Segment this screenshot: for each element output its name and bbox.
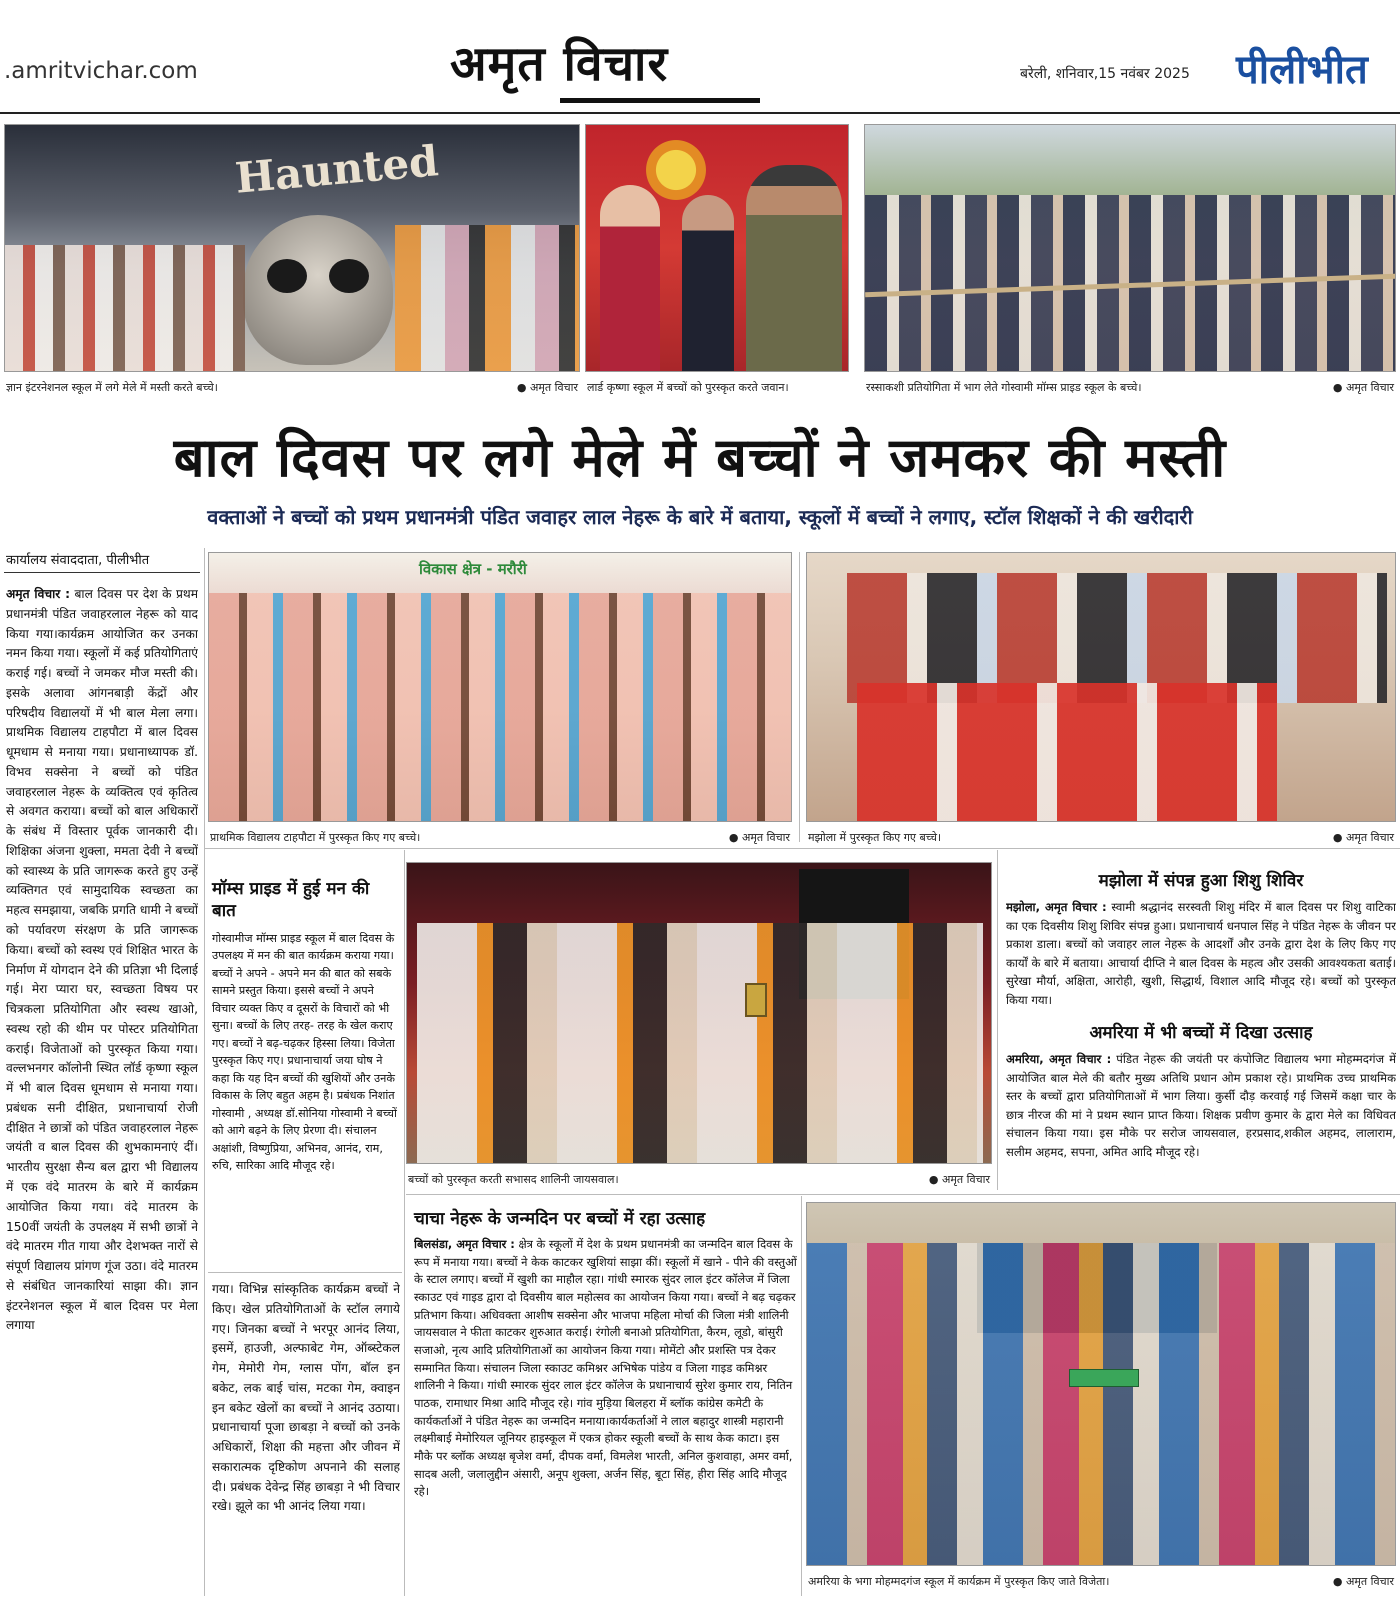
photo-amariya-winners (806, 1202, 1396, 1566)
student-figure (682, 195, 734, 372)
prize-packet (1069, 1369, 1139, 1387)
main-story-text: बाल दिवस पर देश के प्रथम प्रधानमंत्री पंडित जवाहरलाल नेहरू को याद किया गया।कार्यक्रम आयोजित कर उनका नमन किया गया। स्कूलों में कई प्रतियोगिताएं कराई गई। बच्चों ने जमकर मौज मस्ती की। इसके अलावा आंगनबाड़ी केंद्रों और परिषदीय विद्यालयों में भी बाल मेला लगा। प्राथमिक विद्यालय टाहपौटा में बाल दिवस धूमधाम से मनाया गया। प्रधानाध्यापक डॉ. विभव सक्सेना ने बच्चों को पंडित जवाहरलाल नेहरू के व्यक्तित्व एवं कृतित्व से अवगत कराया। बच्चों को बाल अधिकारों के संबंध में विस्तार पूर्वक जानकारी दी। शिक्षिका अंजना शुक्ला, ममता देवी ने बच्चों को स्वास्थ्य के प्रति जागरूक करते हुए उन्हें व्यक्तिगत एवं सामुदायिक स्वच्छता का महत्व समझाया, जबकि प्रगति धामी ने बच्चों को पर्यावरण संरक्षण के प्रति जागरूक किया। बच्चों को स्वस्थ एवं शिक्षित भारत के निर्माण में योगदान देने की प्रतिज्ञा भी दिलाई गई। मेरा प्यारा घर, स्वच्छता विषय पर चित्रकला प्रतियोगिता और स्वस्थ खाओ, स्वस्थ रहो की थीम पर पोस्टर प्रतियोगिता कराई। विजेताओं को पुरस्कृत किया गया। वल्लभनगर कॉलोनी स्थित लॉर्ड कृष्णा स्कूल में भी बाल दिवस धूमधाम से मनाया गया। प्रबंधक सनी दीक्षित, प्रधानाचार्या रोजी दीक्षित ने छात्रों को पंडित जवाहरलाल नेहरू जयंती व बाल दिवस की शुभकामनाएं दीं। भारतीय सुरक्षा सैन्य बल द्वारा भी विद्यालय में एक वंदे मातरम के बारे में कार्यक्रम आयोजित किया गया। वंदे मातरम के 150वीं जयंती के उपलक्ष्य में सभी छात्रों ने वंदे मातरम गीत गाया और देशभक्त नारों से संपूर्ण विद्यालय प्रांगण गूंज उठा। वंदे मातरम से संबंधित जानकारियां साझा की। ज्ञान इंटरनेशनल स्कूल में बाल दिवस पर मेला लगाया (6, 587, 198, 1333)
website-url[interactable]: .amritvichar.com (4, 58, 198, 84)
trophy (745, 983, 767, 1017)
caption-tug-of-war: रस्साकशी प्रतियोगिता में भाग लेते गोस्वामी मॉम्स प्राइड स्कूल के बच्चे। (866, 381, 1142, 394)
caption-award-jawans: लार्ड कृष्णा स्कूल में बच्चों को पुरस्कृत करते जवान। (587, 381, 789, 394)
children-crowd (5, 245, 245, 372)
photo-majhola-children (806, 552, 1396, 822)
credit-shalini: ● अमृत विचार (928, 1173, 990, 1186)
caption-haunted-fair: ज्ञान इंटरनेशनल स्कूल में लगे मेले में मस्ती करते बच्चे। (6, 381, 218, 394)
caption-majhola: मझोला में पुरस्कृत किए गए बच्चे। (808, 831, 942, 844)
soldier-figure (746, 165, 842, 372)
caption-shalini: बच्चों को पुरस्कृत करती सभासद शालिनी जायसवाल। (408, 1173, 619, 1186)
photo-award-jawans (585, 124, 849, 372)
newspaper-logo: अमृत विचार (450, 36, 669, 92)
moms-pride-rule (208, 1272, 402, 1273)
photo-haunted-fair (4, 124, 580, 372)
center-rule (406, 1194, 1400, 1195)
main-story-column-1 (6, 585, 198, 1595)
credit-tug-of-war: ● अमृत विचार (1332, 381, 1394, 394)
mid-rule (205, 848, 1400, 849)
skull-prop (243, 215, 393, 365)
haunted-banner-text: Haunted (233, 136, 441, 203)
main-story-column-2: गया। विभिन्न सांस्कृतिक कार्यक्रम बच्चों ने किए। खेल प्रतियोगिताओं के स्टॉल लगाये गए। जिनका बच्चों ने भरपूर आनंद लिया, इसमें, हाउजी, अल्फाबेट गेम, ऑब्स्टेकल गेम, मेमोरी गेम, ग्लास पोंग, बॉल इन बकेट, लक बाई चांस, मटका गेम, क्वाइन इन बकेट खेलों का बच्चों ने आनंद उठाया। प्रधानाचार्या पूजा छाबड़ा ने बच्चों को उनके अधिकारों, शिक्षा की महत्ता और जीवन में सकारात्मक दृष्टिकोण अपनाने की सलाह दी। प्रबंधक देवेन्द्र सिंह छाबड़ा ने भी विचार रखे। झूले का भी आनंद लिया गया। (212, 1282, 400, 1514)
column-divider-2 (799, 552, 800, 842)
chacha-nehru-title: चाचा नेहरू के जन्मदिन पर बच्चों में रहा उत्साह (414, 1209, 706, 1229)
byline-rule (4, 572, 200, 573)
column-divider-1 (204, 548, 205, 1596)
majhola-body: स्वामी श्रद्धानंद सरस्वती शिशु मंदिर में बाल दिवस पर शिशु वाटिका का एक दिवसीय शिशु शिविर संपन्न हुआ। प्रधानाचार्य धनपाल सिंह ने पंडित नेहरू के जीवन पर प्रकाश डाला। बच्चों को जवाहर लाल नेहरू के आदर्शों और उनके द्वारा देश के लिए किए गए कार्यों के बारे में बताया। आचार्या दीप्ति ने बाल दिवस के महत्व और उसकी आवश्यकता बताई। सुरेखा मौर्या, अक्षिता, आरोही, खुशी, सिद्धार्थ, विशाल आदि मौजूद रहे। बच्चों को पुरस्कृत किया गया। (1006, 900, 1396, 1007)
main-headline: बाल दिवस पर लगे मेले में बच्चों ने जमकर की मस्ती (173, 426, 1227, 489)
byline: कार्यालय संवाददाता, पीलीभीत (6, 553, 150, 568)
amariya-title: अमरिया में भी बच्चों में दिखा उत्साह (1089, 1023, 1313, 1043)
moms-pride-title: मॉम्स प्राइड में हुई मन की बात (212, 879, 370, 922)
sub-headline: वक्ताओं ने बच्चों को प्रथम प्रधानमंत्री पंडित जवाहर लाल नेहरू के बारे में बताया, स्कूलों में बच्चों ने लगाए, स्टॉल शिक्षकों ने की खरीदारी (207, 505, 1193, 529)
credit-tahpauta: ● अमृत विचार (728, 831, 790, 844)
moms-pride-text: गोस्वामीज मॉम्स प्राइड स्कूल में बाल दिवस के उपलक्ष्य में मन की बात कार्यक्रम कराया गया। बच्चों ने अपने - अपने मन की बात को सबके सामने प्रस्तुत किया। इससे बच्चों ने अपने विचार व्यक्त किए व दूसरों के विचारों को भी सुना। बच्चों के लिए तरह- तरह के खेल कराए गए। बच्चों ने बढ़-चढ़कर हिस्सा लिया। विजेता पुरस्कृत किए गए। प्रधानाचार्या जया घोष ने कहा कि यह दिन बच्चों की खुशियों और उनके विकास के लिए बहुत अहम है। प्रबंधक निशांत गोस्वामी , अध्यक्ष डॉ.सोनिया गोस्वामी ने बच्चों को आगे बढ़ने के लिए प्रेरणा दी। संचालन अक्षांशी, विष्णुप्रिया, अभिनव, आनंद, राम, रुचि, सारिका आदि मौजूद रहे। (212, 932, 397, 1173)
chacha-nehru-lead: बिलसंडा, अमृत विचार : (414, 1237, 515, 1251)
children-red-sweaters (857, 683, 1277, 822)
villagers-group (807, 1243, 1396, 1566)
amariya-body: पंडित नेहरू की जयंती पर कंपोजिट विद्यालय भगा मोहम्मदगंज में आयोजित बाल मेले की बतौर मुख्य अतिथि प्रधान ओम प्रकाश रहे। प्राथमिक उच्च प्राथमिक स्तर के बच्चों द्वारा प्रतियोगिताओं में भाग लिया। कुर्सी दौड़ करवाई गई जिसमें कक्षा चार के छात्र नीरज की मां ने प्रथम स्थान प्राप्त किया। शिक्षक प्रवीण कुमार के द्वारा मेले का विधिवत संचालन किया गया। इस मौके पर सरोज जायसवाल, हरप्रसाद,शकील अहमद, लालाराम, सलीम अहमद, सपना, अमित आदि मौजूद रहे। (1006, 1052, 1396, 1159)
caption-amariya: अमरिया के भगा मोहम्मदगंज स्कूल में कार्यक्रम में पुरस्कृत किए जाते विजेता। (808, 1575, 1110, 1588)
teachers-group (395, 225, 580, 372)
teacher-figure (600, 185, 660, 372)
photo-tahpauta-children (208, 552, 792, 822)
credit-haunted-fair: ● अमृत विचार (516, 381, 578, 394)
logo-underline (560, 98, 760, 103)
vikas-kshetra-banner: विकास क्षेत्र - मरौरी (419, 560, 527, 578)
edition-name: पीलीभीत (1236, 47, 1368, 93)
dateline: बरेली, शनिवार,15 नवंबर 2025 (1020, 66, 1190, 82)
chacha-nehru-body: क्षेत्र के स्कूलों में देश के प्रथम प्रधानमंत्री का जन्मदिन बाल दिवस के रूप में मनाया गया। बच्चों ने केक काटकर खुशियां साझा कीं। स्कूलों में खाने - पीने की वस्तुओं के स्टाल लगाए। बच्चों में खुशी का माहौल रहा। गांधी स्मारक सुंदर लाल इंटर कॉलेज में जिला स्काउट एवं गाइड द्वारा दो दिवसीय बाल महोत्सव का आयोजन किया गया। बच्चों ने बढ़ चढ़कर प्रतिभाग किया। अधिवक्ता आशीष सक्सेना और भाजपा महिला मोर्चा की जिला मंत्री शालिनी जायसवाल ने फीता काटकर शुरुआत कराई। रंगोली बनाओ प्रतियोगिता, कैरम, लूडो, बांसुरी सजाओ, नृत्य आदि प्रतियोगिताओं का आयोजन किया गया। मोमेंटो और प्रशस्ति पत्र देकर सम्मानित किया। संचालन जिला स्काउट कमिश्नर अभिषेक पांडेय व जिला गाइड कमिश्नर शालिनी ने किया। गांधी स्मारक सुंदर लाल इंटर कॉलेज के प्रधानाचार्य सुरेश कुमार राय, नितिन पाठक, रामाधार मिश्रा आदि मौजूद रहे। गांव मुड़िया बिलहरा में ब्लॉक कांग्रेस कमेटी के कार्यकर्ताओं ने पंडित नेहरू का जन्मदिन मनाया।कार्यकर्ताओं ने लाल बहादुर शास्त्री महारानी लक्ष्मीबाई मेमोरियल जूनियर हाइस्कूल में एकत्र होकर स्कूली बच्चों के साथ केक काटा। इस मौके पर ब्लॉक अध्यक्ष बृजेश वर्मा, दीपक वर्मा, विमलेश भारती, अनिल कुशवाहा, अमर वर्मा, सादब अली, जलालुद्दीन अंसारी, अनूप शुक्ला, अर्जन सिंह, बूटा सिंह, हीरा सिंह आदि मौजूद रहे। (414, 1237, 797, 1499)
masthead-rule (0, 112, 1400, 114)
chacha-nehru-text (414, 1236, 798, 1594)
majhola-title: मझोला में संपन्न हुआ शिशु शिविर (1098, 871, 1304, 891)
main-story-lead: अमृत विचार : (6, 587, 70, 601)
amariya-text (1006, 1050, 1396, 1188)
caption-tahpauta: प्राथमिक विद्यालय टाहपौटा में पुरस्कृत किए गए बच्चे। (210, 831, 421, 844)
column-divider-5 (801, 1196, 802, 1596)
photo-shalini-award (406, 862, 992, 1164)
children-with-notebooks (209, 593, 792, 822)
credit-amariya: ● अमृत विचार (1332, 1575, 1394, 1588)
majhola-text (1006, 898, 1396, 1016)
credit-majhola: ● अमृत विचार (1332, 831, 1394, 844)
column-divider-4 (997, 850, 998, 1190)
dignitaries-row (417, 923, 983, 1164)
photo-tug-of-war (864, 124, 1396, 372)
amariya-lead: अमरिया, अमृत विचार : (1006, 1052, 1112, 1066)
majhola-lead: मझोला, अमृत विचार : (1006, 900, 1107, 914)
column-divider-3 (404, 850, 405, 1596)
